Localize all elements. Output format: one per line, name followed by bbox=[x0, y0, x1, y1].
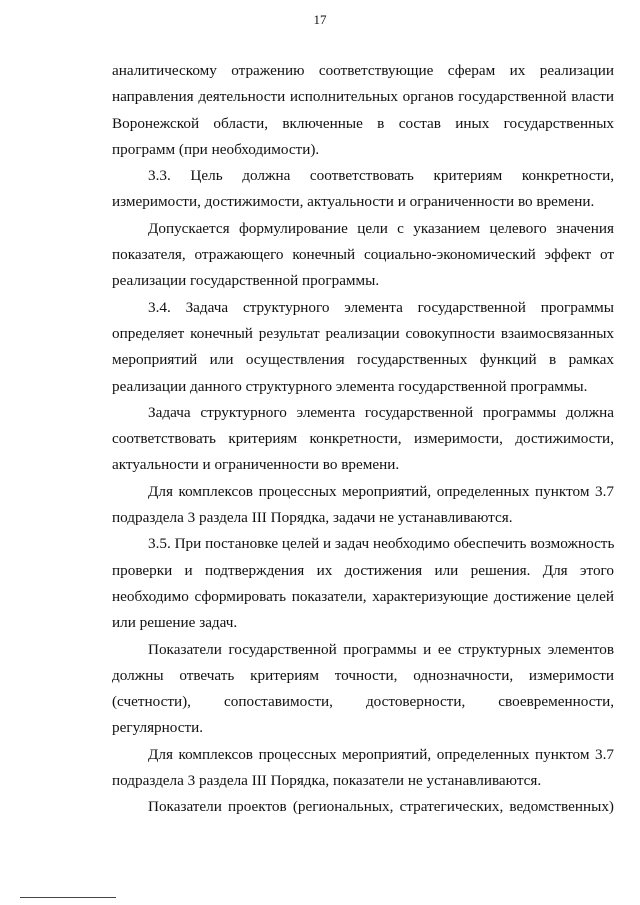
text-line: реализации данного структурного элемента государственной программы. bbox=[112, 377, 588, 395]
text-line: соответствовать критериям конкретности, измеримости, достижимости, bbox=[112, 430, 614, 448]
text-line: определяет конечный результат реализации совокупности взаимосвязанных bbox=[112, 324, 614, 342]
text-line: необходимо сформировать показатели, характеризующие достижение целей bbox=[112, 587, 614, 605]
text-line: проверки и подтверждения их достижения или решения. Для этого bbox=[112, 561, 614, 579]
text-line: Воронежской области, включенные в состав иных государственных bbox=[112, 114, 614, 132]
paragraph-3-5 bbox=[112, 531, 614, 636]
text-line: (счетности), сопоставимости, достоверности, своевременности, bbox=[112, 693, 614, 711]
text-line: Для комплексов процессных мероприятий, определенных пунктом 3.7 bbox=[148, 482, 614, 500]
text-line: Допускается формулирование цели с указанием целевого значения bbox=[148, 219, 614, 237]
paragraph-3-4 bbox=[112, 295, 614, 400]
document-body bbox=[112, 58, 614, 821]
text-line: 3.3. Цель должна соответствовать критериям конкретности, bbox=[148, 167, 614, 185]
text-line: направления деятельности исполнительных органов государственной власти bbox=[112, 88, 614, 106]
text-line: актуальности и ограниченности во времени. bbox=[112, 456, 400, 474]
text-line: должны отвечать критериям точности, однозначности, измеримости bbox=[112, 666, 614, 684]
text-line: или решение задач. bbox=[112, 614, 238, 632]
text-line: аналитическому отражению соответствующие сферам их реализации bbox=[112, 62, 614, 79]
text-line: подраздела 3 раздела III Порядка, показатели не устанавливаются. bbox=[112, 772, 542, 790]
text-line: 3.5. При постановке целей и задач необходимо обеспечить возможность bbox=[148, 535, 614, 553]
paragraph-continuation bbox=[112, 58, 614, 163]
paragraph bbox=[112, 742, 614, 795]
paragraph-3-3 bbox=[112, 163, 614, 216]
text-line: подраздела 3 раздела III Порядка, задачи не устанавливаются. bbox=[112, 509, 513, 527]
page-number: 17 bbox=[313, 12, 327, 27]
footnote-rule bbox=[20, 897, 116, 898]
text-line: Для комплексов процессных мероприятий, определенных пунктом 3.7 bbox=[148, 745, 614, 763]
text-line: измеримости, достижимости, актуальности и ограниченности во времени. bbox=[112, 193, 595, 211]
text-line: показателя, отражающего конечный социально-экономический эффект от bbox=[112, 246, 614, 264]
text-line: Показатели проектов (региональных, стратегических, ведомственных) bbox=[148, 798, 614, 816]
text-line: Задача структурного элемента государственной программы должна bbox=[148, 403, 614, 421]
text-line: регулярности. bbox=[112, 719, 204, 737]
paragraph bbox=[112, 400, 614, 479]
paragraph bbox=[112, 794, 614, 820]
text-line: программ (при необходимости). bbox=[112, 140, 320, 158]
text-line: Показатели государственной программы и ее структурных элементов bbox=[148, 640, 614, 658]
text-line: мероприятий или осуществления государственных функций в рамках bbox=[112, 351, 614, 369]
paragraph bbox=[112, 637, 614, 742]
paragraph bbox=[112, 479, 614, 532]
text-line: реализации государственной программы. bbox=[112, 272, 380, 290]
paragraph bbox=[112, 216, 614, 295]
text-line: 3.4. Задача структурного элемента государственной программы bbox=[148, 298, 614, 316]
